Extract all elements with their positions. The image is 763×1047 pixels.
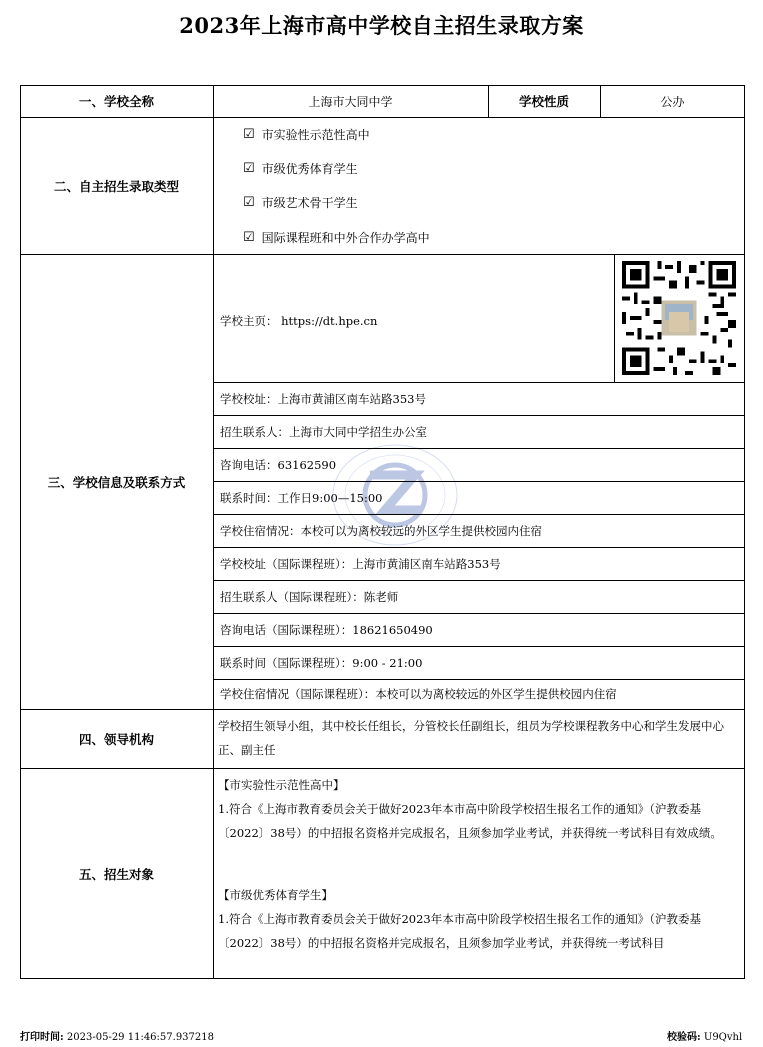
contact-line: 联系时间（国际课程班）：9:00 - 21:00 xyxy=(220,656,423,670)
target-section-heading: 【市实验性示范性高中】 xyxy=(218,778,345,792)
label-admission-target: 五、招生对象 xyxy=(78,866,154,882)
page-title: 2023年上海市高中学校自主招生录取方案 xyxy=(179,13,584,38)
target-section-body: 1.符合《上海市教育委员会关于做好2023年本市高中阶段学校招生报名工作的通知》（沪教委基〔2022〕38号）的中招报名资格并完成报名，且须参加学业考试，并获得统一考试科目 xyxy=(218,912,701,950)
checked-box-icon: ☑ xyxy=(243,195,255,210)
label-school-nature: 学校性质 xyxy=(518,94,569,109)
contact-line: 学校住宿情况：本校可以为离校较远的外区学生提供校园内住宿 xyxy=(220,524,542,538)
print-time: 打印时间: 2023-05-29 11:46:57.937218 xyxy=(20,1032,214,1043)
contact-line: 学校校址（国际课程班）：上海市黄浦区南车站路353号 xyxy=(220,557,501,571)
qr-code-icon xyxy=(622,261,736,375)
checked-box-icon: ☑ xyxy=(243,161,255,176)
contact-line: 学校校址：上海市黄浦区南车站路353号 xyxy=(220,392,426,406)
label-school-name: 一、学校全称 xyxy=(78,94,154,109)
contact-line: 招生联系人：上海市大同中学招生办公室 xyxy=(220,425,427,439)
target-section-heading: 【市级优秀体育学生】 xyxy=(218,888,333,902)
target-section-body: 1.符合《上海市教育委员会关于做好2023年本市高中阶段学校招生报名工作的通知》（沪教委基〔2022〕38号）的中招报名资格并完成报名，且须参加学业考试，并获得统一考试科目有效成绩。 xyxy=(218,802,722,840)
checked-box-icon: ☑ xyxy=(243,230,255,245)
contact-line: 招生联系人（国际课程班）：陈老师 xyxy=(220,590,399,604)
admission-type-item: ☑ 市级艺术骨干学生 xyxy=(243,195,358,210)
admission-type-item: ☑ 国际课程班和中外合作办学高中 xyxy=(243,230,430,245)
school-name-value: 上海市大同中学 xyxy=(308,94,393,109)
checked-box-icon: ☑ xyxy=(243,127,255,142)
label-contact-info: 三、学校信息及联系方式 xyxy=(47,474,186,490)
contact-line: 联系时间：工作日9:00—15:00 xyxy=(220,491,383,505)
verification-code: 校验码: U9Qvhl xyxy=(667,1032,743,1043)
admission-type-item: ☑ 市级优秀体育学生 xyxy=(243,161,358,176)
school-homepage: 学校主页： https://dt.hpe.cn xyxy=(220,314,378,328)
label-leadership: 四、领导机构 xyxy=(78,731,154,747)
contact-line: 咨询电话：63162590 xyxy=(220,458,337,472)
admission-type-item: ☑ 市实验性示范性高中 xyxy=(243,127,370,142)
label-admission-types: 二、自主招生录取类型 xyxy=(53,178,179,194)
school-nature-value: 公办 xyxy=(660,94,685,109)
contact-line: 学校住宿情况（国际课程班）：本校可以为离校较远的外区学生提供校园内住宿 xyxy=(220,687,617,701)
leadership-text: 学校招生领导小组，其中校长任组长，分管校长任副组长，组员为学校课程教务中心和学生发展中心正、副主任 xyxy=(218,719,724,757)
contact-line: 咨询电话（国际课程班）：18621650490 xyxy=(220,623,433,637)
